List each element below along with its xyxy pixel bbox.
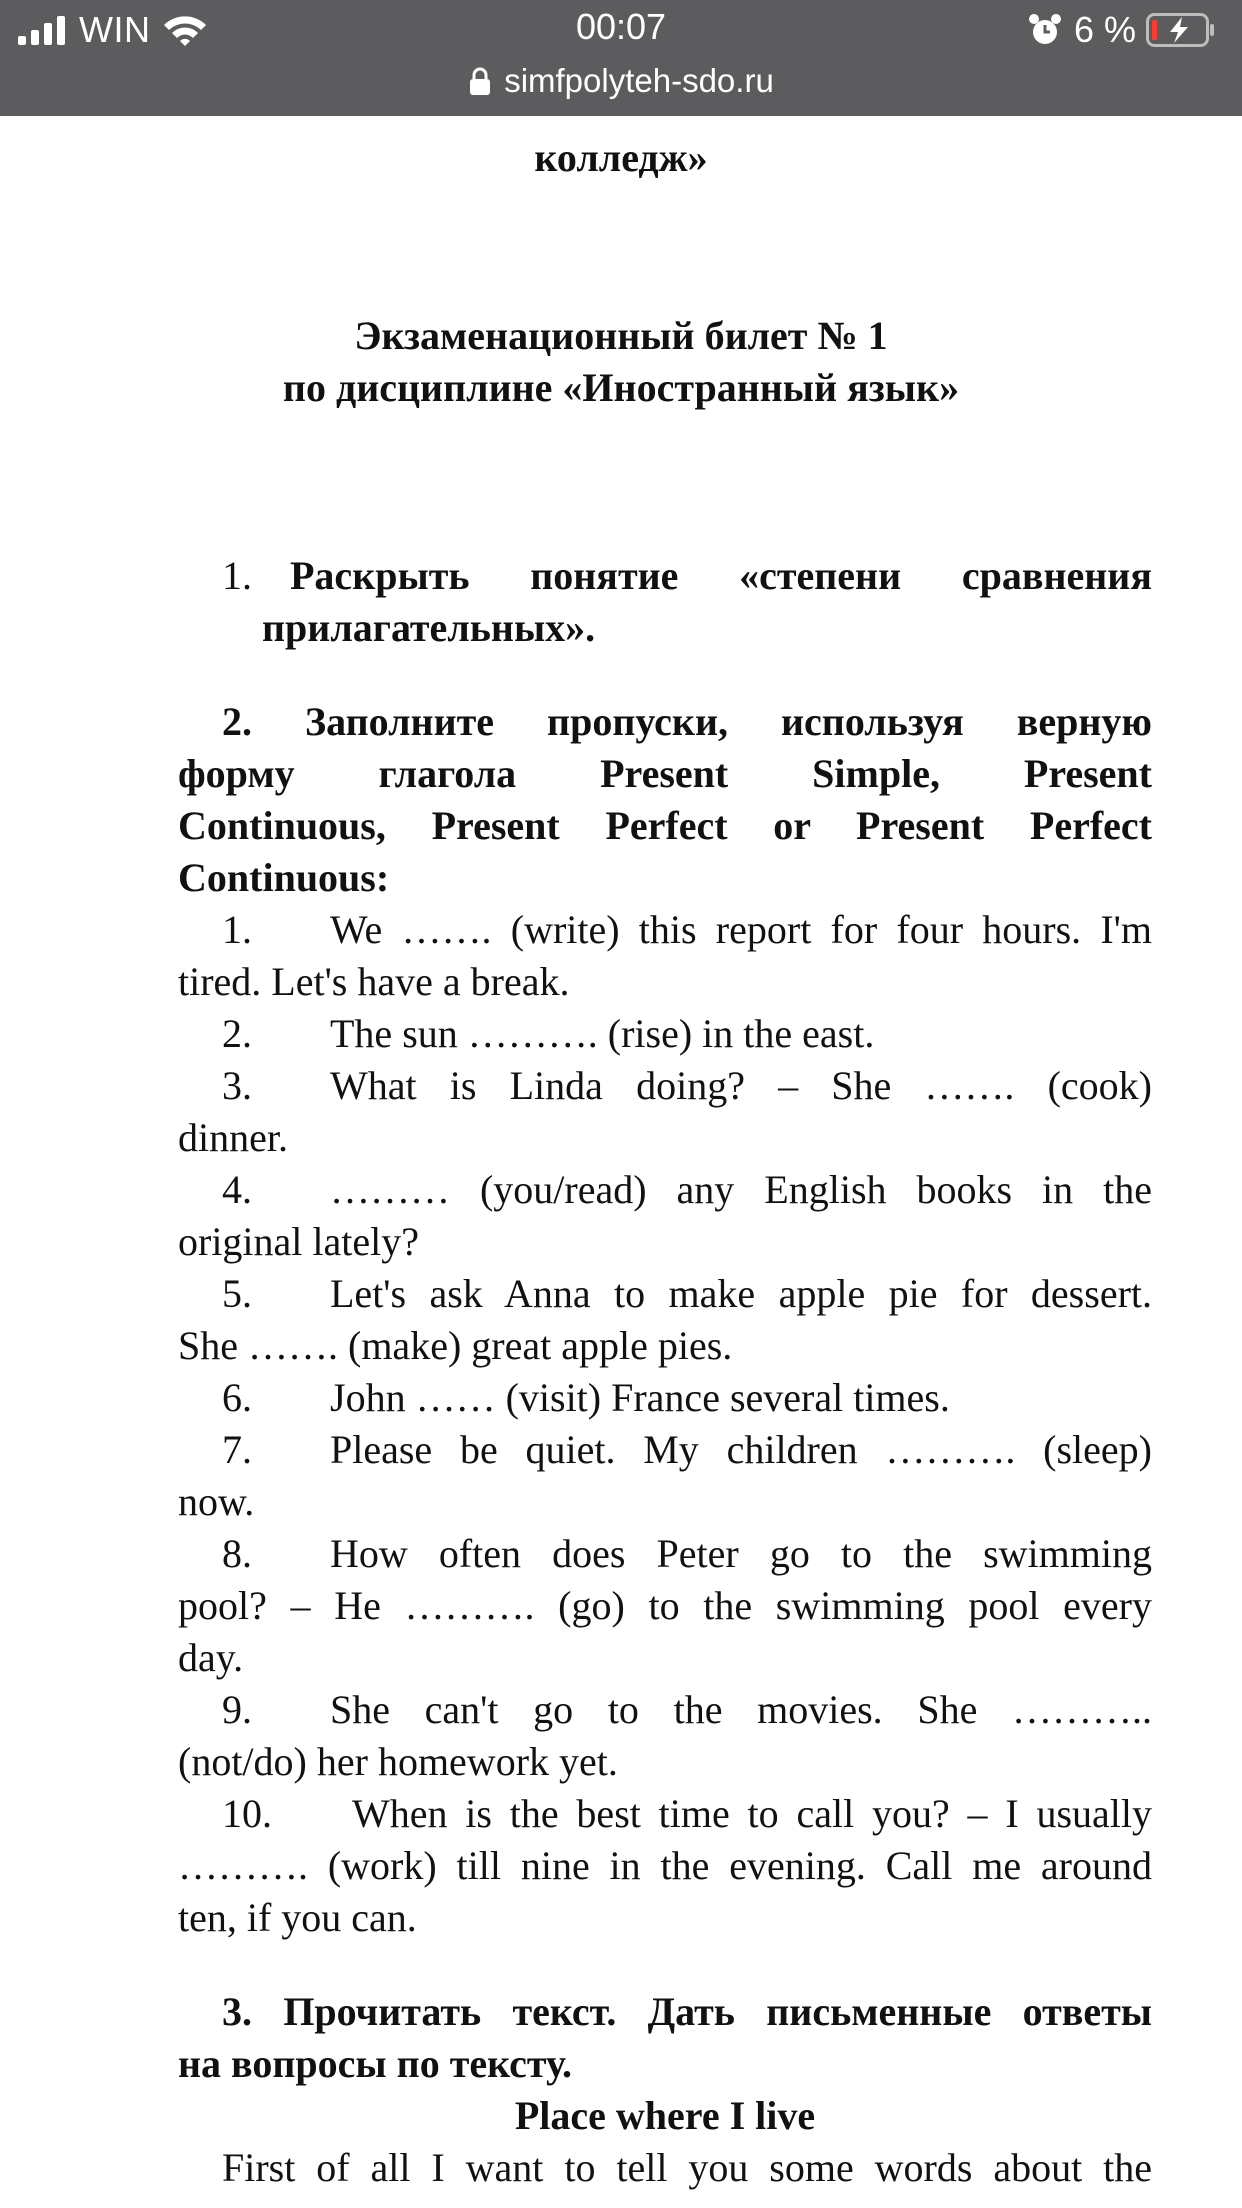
item-9-text: She can't go to the movies. She ……….. [330,1687,1152,1732]
item-5-text: Let's ask Anna to make apple pie for dessert. [330,1271,1152,1316]
item-3-number: 3. [222,1063,252,1108]
item-7-number: 7. [222,1427,252,1472]
item-10-continuation: ………. (work) till nine in the evening. Call me around [178,1843,1152,1888]
lock-icon [468,66,492,96]
item-4-number: 4. [222,1167,252,1212]
question-3-line-2: на вопросы по тексту. [178,2041,573,2086]
item-8-continuation: pool? – He ………. (go) to the swimming pool every [178,1583,1152,1628]
address-bar[interactable] [0,58,1242,104]
item-8-number: 8. [222,1531,252,1576]
college-name-tail: колледж» [534,135,708,180]
reading-text-title: Place where I live [514,2093,816,2138]
item-8-continuation-2: day. [178,1635,244,1680]
question-2-line-2: форму глагола Present Simple, Present [178,751,1152,796]
item-9-number: 9. [222,1687,252,1732]
question-2-line-1: 2. Заполните пропуски, используя верную [222,699,1152,744]
url-text: simfpolyteh-sdo.ru [504,62,774,99]
item-8-text: How often does Peter go to the swimming [330,1531,1152,1576]
item-10-text: When is the best time to call you? – I usually [352,1791,1152,1836]
item-6-number: 6. [222,1375,252,1420]
item-2-text: The sun ………. (rise) in the east. [330,1011,875,1056]
item-1-number: 1. [222,907,252,952]
reading-text-first-line: First of all I want to tell you some words about the [222,2145,1152,2190]
battery-percent: 6 % [1073,9,1136,50]
item-7-continuation: now. [178,1479,255,1524]
carrier-name: WIN [79,9,151,50]
item-1-text: We ……. (write) this report for four hours. I'm [330,907,1152,952]
question-3-line-1: 3. Прочитать текст. Дать письменные ответы [222,1989,1152,2034]
question-1-number: 1. [222,553,252,598]
alarm-clock-icon [1028,13,1062,47]
item-4-text: ……… (you/read) any English books in the [330,1167,1152,1212]
item-6-text: John …… (visit) France several times. [330,1375,950,1420]
item-5-number: 5. [222,1271,252,1316]
item-9-continuation: (not/do) her homework yet. [178,1739,618,1784]
item-10-number: 10. [222,1791,272,1836]
item-5-continuation: She ……. (make) great apple pies. [178,1323,733,1368]
item-7-text: Please be quiet. My children ………. (sleep) [330,1427,1152,1472]
question-1-line-1: Раскрыть понятие «степени сравнения [290,553,1152,598]
item-10-continuation-2: ten, if you can. [178,1895,417,1940]
document-page [0,116,1242,2208]
question-2-line-3: Continuous, Present Perfect or Present Perfect [178,803,1152,848]
ticket-title: Экзаменационный билет № 1 [354,313,888,358]
browser-status-bar [0,0,1242,116]
clock: 00:07 [575,6,667,47]
item-4-continuation: original lately? [178,1219,420,1264]
item-3-text: What is Linda doing? – She ……. (cook) [330,1063,1152,1108]
item-1-continuation: tired. Let's have a break. [178,959,570,1004]
question-1-line-2: прилагательных». [262,605,596,650]
battery-charging-icon [1146,13,1216,47]
item-2-number: 2. [222,1011,252,1056]
discipline-title: по дисциплине «Иностранный язык» [282,365,960,410]
question-2-line-4: Continuous: [178,855,390,900]
item-3-continuation: dinner. [178,1115,288,1160]
